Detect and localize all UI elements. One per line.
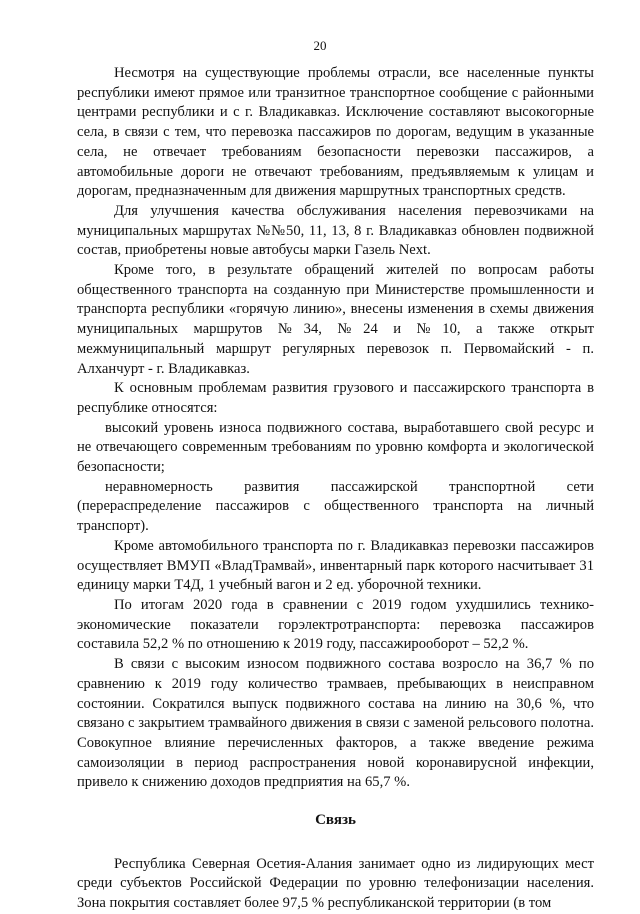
paragraph-hotline-routes: Кроме того, в результате обращений жителей по вопросам работы общественного транспорта на созданную при Министерстве промышленности и транспорта республики «горячую линию», внесены изменения в схемы движения муниципальных маршрутов №34, №24 и №10, а также открыт межмуниципальный маршрут регулярных перевозок п. Первомайский - п. Алханчурт - г. Владикавказ. bbox=[77, 262, 594, 377]
paragraph-problems-intro: К основным проблемам развития грузового и пассажирского транспорта в республике относятся: bbox=[77, 380, 594, 416]
section-heading: Связь bbox=[315, 812, 356, 829]
paragraph-2020-results: По итогам 2020 года в сравнении с 2019 годом ухудшились технико-экономические показатели горэлектротранспорта: перевозка пассажиров составила 52,2 % по отношению к 2019 году, пассажирооборот – 52,2 %. bbox=[77, 596, 594, 653]
paragraph-tram-company: Кроме автомобильного транспорта по г. Владикавказ перевозки пассажиров осуществляет ВМУП «ВладТрамвай», инвентарный парк которого насчитывает 31 единицу марки Т4Д, 1 учебный вагон и 2 ед. уборочной техники. bbox=[77, 537, 594, 594]
paragraph-settlements: Несмотря на существующие проблемы отрасли, все населенные пункты республики имеют прямое или транзитное транспортное сообщение с районными центрами республики и с г. Владикавказ. Исключение составляют высокогорные села, в связи с тем, что перевозка пассажиров по дорогам, ведущим в указанные села, не отвечает требованиям безопасности перевозки пассажиров, а автомобильные дороги не отвечают требованиям, предъявляемым к улицам и дорогам, предназначенным для движения маршрутных транспортных средств. bbox=[77, 65, 594, 200]
paragraph-bus-fleet: Для улучшения качества обслуживания населения перевозчиками на муниципальных маршрутах №№50, 11, 13, 8 г. Владикавказ обновлен подвижной состав, приобретены новые автобусы марки Газель Next. bbox=[77, 202, 594, 259]
list-item-network: неравномерность развития пассажирской транспортной сети (перераспределение пассажиров с общественного транспорта на личный транспорт). bbox=[77, 478, 594, 535]
page-number: 20 bbox=[313, 38, 327, 53]
paragraph-tram-wear: В связи с высоким износом подвижного состава возросло на 36,7 % по сравнению к 2019 году количество трамваев, пребывающих в неисправном состоянии. Сократился выпуск подвижного состава на линию на 30,6 %, что связано с закрытием трамвайного движения в связи с заменой рельсового полотна. Совокупное влияние перечисленных факторов, а также введение режима самоизоляции в период распространения новой коронавирусной инфекции, привело к снижению доходов предприятия на 65,7 %. bbox=[77, 656, 594, 791]
document-body bbox=[77, 64, 594, 914]
paragraph-telecom: Республика Северная Осетия-Алания занимает одно из лидирующих мест среди субъектов Российской Федерации по уровню телефонизации населения. Зона покрытия составляет более 97,5 % республиканской территории (в том bbox=[77, 855, 594, 912]
list-item-wear: высокий уровень износа подвижного состава, выработавшего свой ресурс и не отвечающего современным требованиям по уровню комфорта и экологической безопасности; bbox=[77, 419, 594, 476]
